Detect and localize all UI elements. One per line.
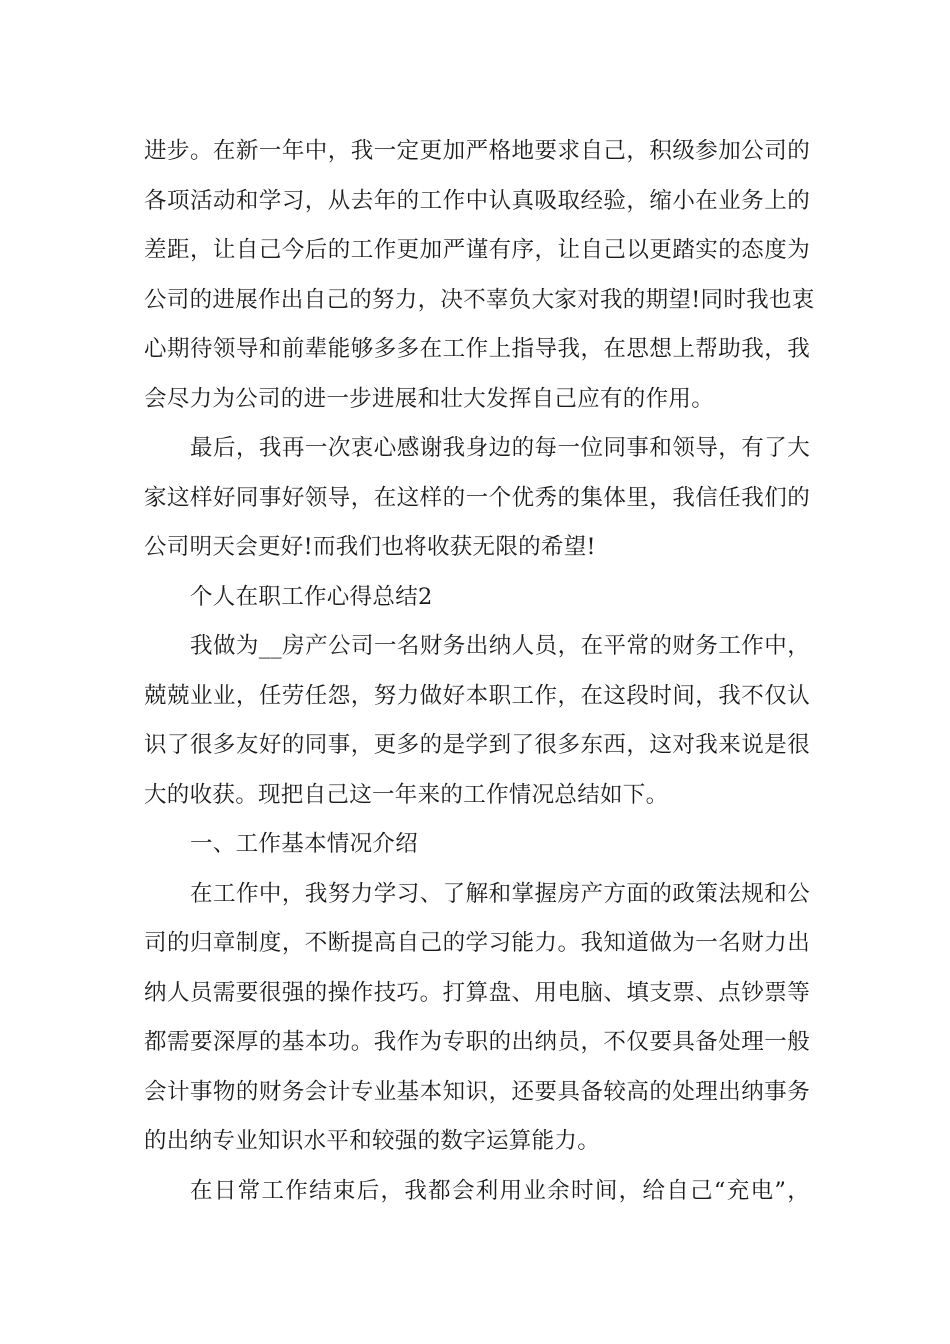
text-line: 家这样好同事好领导，在这样的一个优秀的集体里，我信任我们的 xyxy=(144,484,810,511)
text-line: 的出纳专业知识水平和较强的数字运算能力。 xyxy=(144,1128,601,1154)
paragraph-progress-commitment xyxy=(144,127,815,424)
heading-line: 个人在职工作心得总结2 xyxy=(190,583,433,610)
text-line: 在工作中，我努力学习、了解和掌握房产方面的政策法规和公 xyxy=(190,880,810,907)
text-line: 会计事物的财务会计专业基本知识，还要具备较高的处理出纳事务 xyxy=(144,1078,810,1105)
text-line: 各项活动和学习，从去年的工作中认真吸取经验，缩小在业务上的 xyxy=(144,187,810,214)
text-line: 识了很多友好的同事，更多的是学到了很多东西，这对我来说是很 xyxy=(144,732,810,758)
text-line: 最后，我再一次衷心感谢我身边的每一位同事和领导，有了大 xyxy=(190,435,810,461)
text-line: 进步。在新一年中，我一定更加严格地要求自己，积级参加公司的 xyxy=(144,138,810,164)
text-line: 公司明天会更好!而我们也将收获无限的希望! xyxy=(144,534,596,560)
text-line: 我做为__房产公司一名财务出纳人员，在平常的财务工作中， xyxy=(190,633,810,659)
text-line: 会尽力为公司的进一步进展和壮大发挥自己应有的作用。 xyxy=(144,385,715,412)
text-line: 纳人员需要很强的操作技巧。打算盘、用电脑、填支票、点钞票等 xyxy=(144,979,810,1006)
heading-line: 一、工作基本情况介绍 xyxy=(190,831,419,857)
paragraph-after-work xyxy=(144,1167,810,1217)
section-heading-work-overview xyxy=(144,820,810,870)
text-line: 大的收获。现把自己这一年来的工作情况总结如下。 xyxy=(144,781,669,808)
text-line: 司的归章制度，不断提高自己的学习能力。我知道做为一名财力出 xyxy=(144,930,810,956)
section-heading-summary-2 xyxy=(144,573,810,623)
text-line: 都需要深厚的基本功。我作为专职的出纳员，不仅要具备处理一般 xyxy=(144,1029,810,1055)
document-page xyxy=(144,127,815,1216)
text-line: 公司的进展作出自己的努力，决不辜负大家对我的期望!同时我也衷 xyxy=(144,286,815,313)
text-line: 心期待领导和前辈能够多多在工作上指导我，在思想上帮助我，我 xyxy=(144,336,810,362)
paragraph-thanks xyxy=(144,424,810,573)
paragraph-work-skills xyxy=(144,870,810,1167)
text-line: 在日常工作结束后，我都会利用业余时间，给自己“充电”， xyxy=(190,1177,810,1204)
text-line: 差距，让自己今后的工作更加严谨有序，让自己以更踏实的态度为 xyxy=(144,237,810,263)
paragraph-intro-cashier xyxy=(144,622,810,820)
text-line: 兢兢业业，任劳任怨，努力做好本职工作，在这段时间，我不仅认 xyxy=(144,682,810,709)
